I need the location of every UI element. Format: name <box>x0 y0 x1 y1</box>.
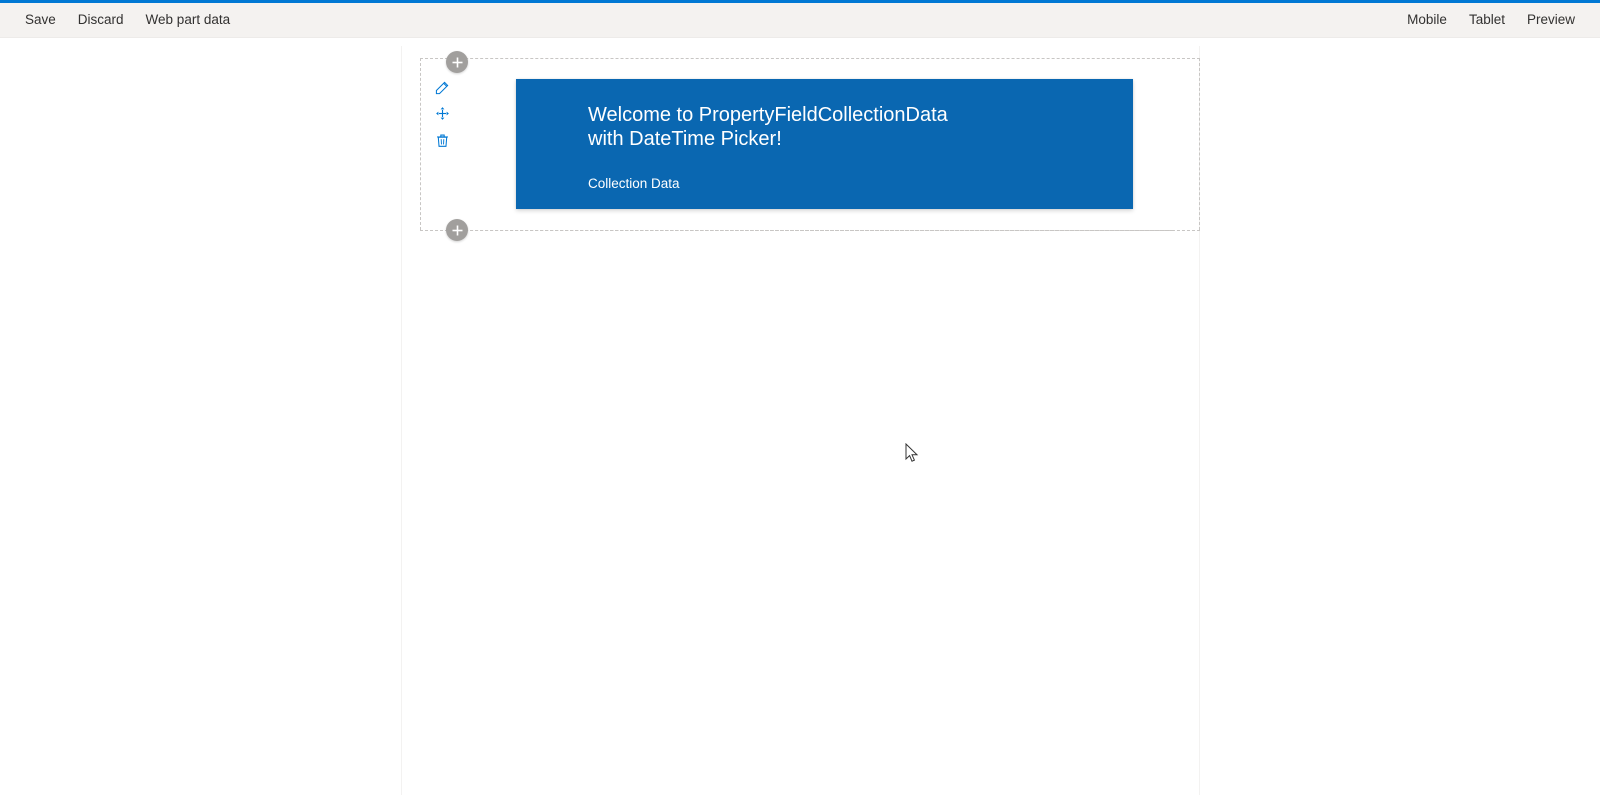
pencil-edit-icon <box>435 80 450 95</box>
edit-webpart-icon[interactable] <box>432 77 452 97</box>
mobile-preview-button[interactable]: Mobile <box>1396 6 1458 34</box>
command-bar-right-group <box>1396 6 1600 34</box>
command-bar <box>0 3 1600 38</box>
tablet-preview-button[interactable]: Tablet <box>1458 6 1516 34</box>
section-top-border <box>420 58 1200 59</box>
plus-icon <box>452 57 463 68</box>
add-section-button-bottom[interactable] <box>446 219 468 241</box>
page-canvas <box>0 39 1600 795</box>
move-webpart-icon[interactable] <box>432 103 452 123</box>
discard-button[interactable]: Discard <box>67 6 135 34</box>
webpart-subtitle: Collection Data <box>588 176 680 191</box>
preview-button[interactable]: Preview <box>1516 6 1586 34</box>
welcome-webpart[interactable] <box>516 79 1133 209</box>
web-part-data-button[interactable]: Web part data <box>135 6 242 34</box>
section-right-border <box>1199 58 1200 230</box>
command-bar-left-group <box>0 6 241 34</box>
move-arrows-icon <box>435 106 450 121</box>
mouse-cursor <box>905 443 919 463</box>
delete-webpart-icon[interactable] <box>432 130 452 150</box>
plus-icon <box>452 225 463 236</box>
save-button[interactable]: Save <box>14 6 67 34</box>
section-left-border <box>420 58 421 230</box>
add-section-line <box>420 230 1173 231</box>
canvas-left-edge <box>401 46 402 795</box>
add-section-button-top[interactable] <box>446 51 468 73</box>
trash-icon <box>435 133 450 148</box>
webpart-title: Welcome to PropertyFieldCollectionData with DateTime Picker! <box>588 104 948 150</box>
